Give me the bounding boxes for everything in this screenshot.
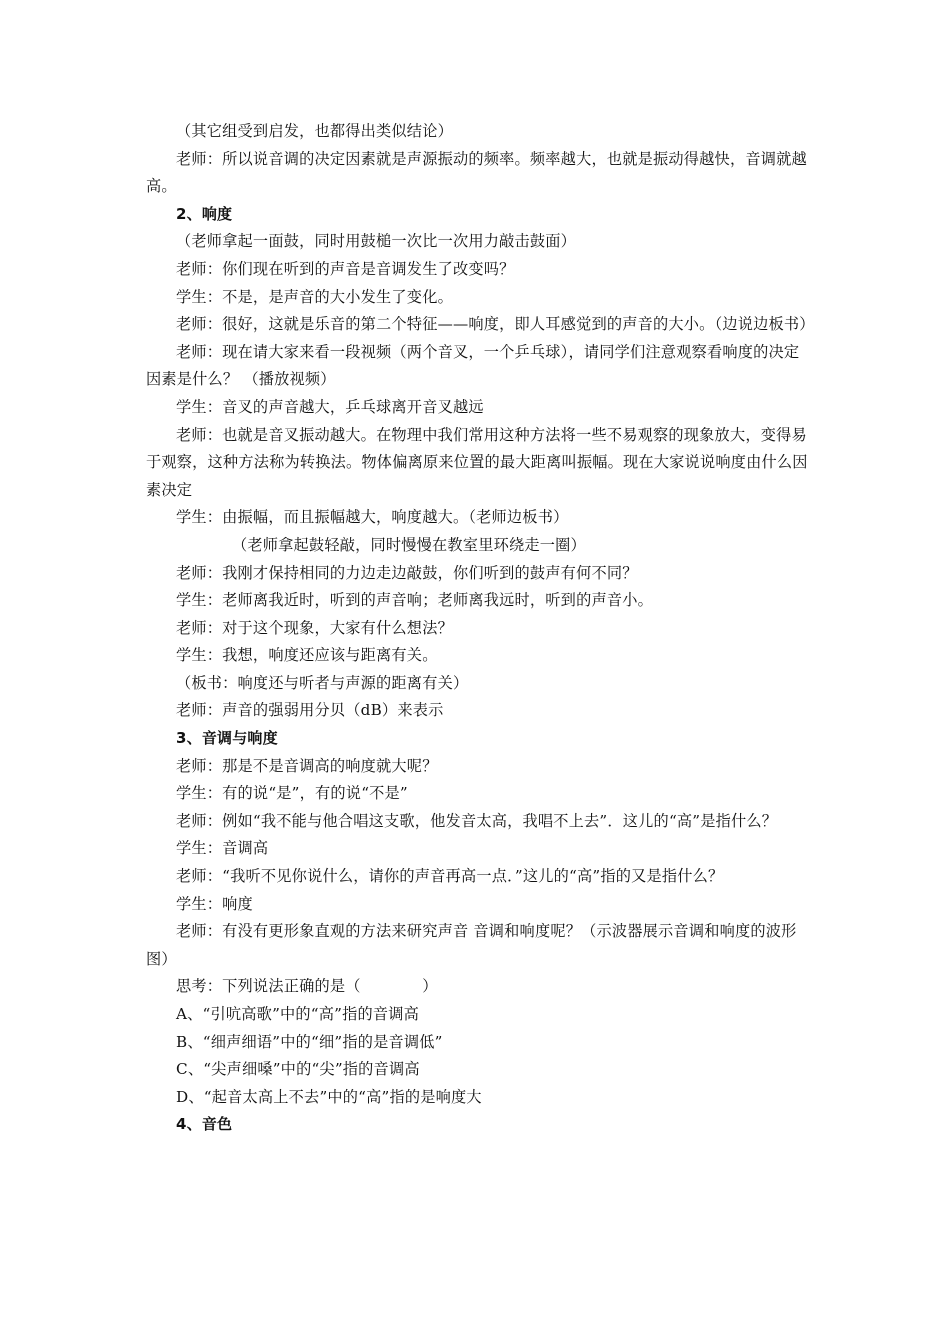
option-b: B、“细声细语”中的“细”指的是音调低” — [176, 1032, 443, 1051]
option-d: D、“起音太高上不去”中的“高”指的是响度大 — [176, 1087, 482, 1106]
paragraph: 学生：音调高 — [176, 839, 269, 858]
paragraph: 老师：例如“我不能与他合唱这支歌，他发音太高，我唱不上去”．这儿的“高”是指什么？ — [176, 811, 778, 830]
paragraph: （老师拿起一面鼓，同时用鼓槌一次比一次用力敲击鼓面） — [176, 232, 577, 251]
document-body — [146, 118, 815, 1139]
paragraph: （其它组受到启发，也都得出类似结论） — [176, 122, 453, 140]
option-c: C、“尖声细嗓”中的“尖”指的音调高 — [176, 1060, 420, 1079]
paragraph: 老师：很好，这就是乐音的第二个特征——响度，即人耳感觉到的声音的大小。（边说边板书） — [176, 315, 815, 334]
paragraph: 老师：对于这个现象，大家有什么想法？ — [176, 618, 453, 637]
question-prompt: 思考：下列说法正确的是（ ） — [176, 977, 438, 996]
paragraph: 老师：声音的强弱用分贝（dB）来表示 — [176, 701, 444, 720]
section-heading: 3、音调与响度 — [176, 729, 278, 748]
paragraph: 老师：现在请大家来看一段视频（两个音叉，一个乒乓球），请同学们注意观察看响度的决定因素是什么？ （播放视频） — [146, 342, 800, 389]
paragraph: 老师：你们现在听到的声音是音调发生了改变吗？ — [176, 259, 515, 278]
paragraph: 学生：老师离我近时，听到的声音响；老师离我远时，听到的声音小。 — [176, 591, 654, 610]
section-heading: 4、音色 — [176, 1115, 233, 1134]
paragraph: 学生：不是，是声音的大小发生了变化。 — [176, 287, 453, 306]
paragraph: 学生：响度 — [176, 894, 253, 913]
paragraph: 老师：也就是音叉振动越大。在物理中我们常用这种方法将一些不易观察的现象放大，变得易于观察，这种方法称为转换法。物体偏离原来位置的最大距离叫振幅。现在大家说说响度由什么因素决定 — [146, 425, 808, 499]
paragraph: 老师：有没有更形象直观的方法来研究声音 音调和响度呢？（示波器展示音调和响度的波形图） — [146, 922, 797, 968]
paragraph: （老师拿起鼓轻敲，同时慢慢在教室里环绕走一圈） — [232, 535, 586, 554]
paragraph: 老师：“我听不见你说什么，请你的声音再高一点．”这儿的“高”指的又是指什么？ — [176, 867, 724, 886]
paragraph: 老师：我刚才保持相同的力边走边敲鼓，你们听到的鼓声有何不同？ — [176, 563, 638, 582]
paragraph: 学生：有的说“是”，有的说“不是” — [176, 784, 408, 803]
paragraph: 学生：音叉的声音越大，乒乓球离开音叉越远 — [176, 397, 484, 416]
paragraph: 学生：由振幅，而且振幅越大，响度越大。（老师边板书） — [176, 508, 569, 527]
paragraph: 老师：所以说音调的决定因素就是声源振动的频率。频率越大，也就是振动得越快，音调就越高。 — [146, 149, 807, 196]
paragraph: 学生：我想，响度还应该与距离有关。 — [176, 646, 438, 665]
paragraph: （板书：响度还与听者与声源的距离有关） — [176, 673, 469, 692]
paragraph: 老师：那是不是音调高的响度就大呢？ — [176, 756, 438, 775]
option-a: A、“引吭高歌”中的“高”指的音调高 — [176, 1005, 420, 1023]
section-heading: 2、响度 — [176, 204, 233, 223]
